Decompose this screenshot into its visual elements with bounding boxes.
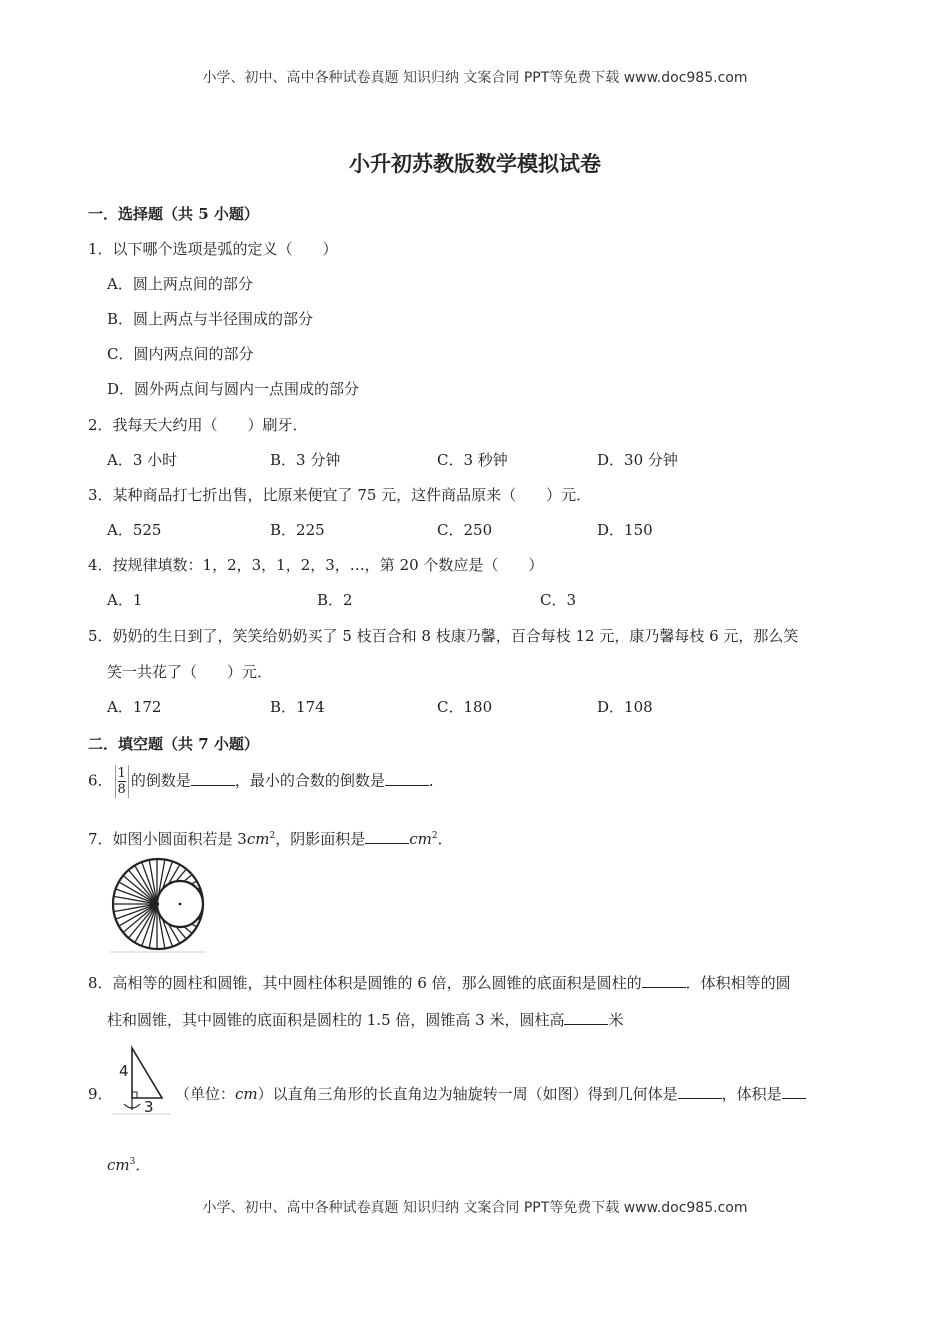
- q9-unit-volume: cm: [107, 1156, 130, 1174]
- q1-option-a: A．圆上两点间的部分: [107, 275, 253, 293]
- answer-blank-4[interactable]: [642, 973, 686, 988]
- q9-text-a: （单位：: [175, 1085, 236, 1103]
- answer-blank-5[interactable]: [564, 1010, 608, 1025]
- q4-option-b: B．2: [317, 591, 353, 609]
- q2-option-c: C．3 秒钟: [437, 451, 508, 469]
- answer-blank-7[interactable]: [782, 1084, 806, 1099]
- q9-unit: cm: [235, 1085, 258, 1103]
- question-9-text: [175, 1083, 806, 1104]
- q2-option-a: A．3 小时: [107, 451, 178, 469]
- q9-exponent: 3: [129, 1157, 136, 1167]
- fraction-denominator: 8: [117, 782, 126, 797]
- q7-text-a: 7．如图小圆面积若是 3: [88, 830, 247, 848]
- q2-option-d: D．30 分钟: [597, 451, 678, 469]
- answer-blank-3[interactable]: [365, 829, 409, 844]
- q6-end: ．: [428, 771, 444, 790]
- q8-line1-text-a: 8．高相等的圆柱和圆锥，其中圆柱体积是圆锥的 6 倍，那么圆锥的底面积是圆柱的: [88, 974, 642, 992]
- q7-exponent: 2: [269, 831, 276, 841]
- q1-option-c: C．圆内两点间的部分: [107, 345, 254, 363]
- question-6: [88, 765, 444, 798]
- q6-number: 6．: [88, 771, 113, 790]
- fraction-one-eighth: [115, 765, 129, 798]
- q9-triangle-figure: [110, 1040, 172, 1116]
- fraction-numerator: 1: [117, 766, 126, 781]
- q5-option-b: B．174: [270, 698, 325, 716]
- q7-circle-figure: [108, 856, 208, 954]
- section-choice-heading: 一．选择题（共 5 小题）: [88, 205, 259, 223]
- page-header: 小学、初中、高中各种试卷真题 知识归纳 文案合同 PPT等免费下载 www.doc985.com: [202, 70, 748, 86]
- q8-line1-text-b: ．体积相等的圆: [685, 974, 791, 992]
- question-1-stem: 1．以下哪个选项是弧的定义（ ）: [88, 240, 338, 258]
- q9-end: ．: [135, 1156, 151, 1174]
- question-2-stem: 2．我每天大约用（ ）刷牙．: [88, 416, 308, 434]
- leg-label-3: 3: [144, 1098, 154, 1116]
- question-3-stem: 3．某种商品打七折出售，比原来便宜了 75 元，这件商品原来（ ）元．: [88, 486, 592, 504]
- page-footer: 小学、初中、高中各种试卷真题 知识归纳 文案合同 PPT等免费下载 www.doc985.com: [202, 1200, 748, 1216]
- q5-option-a: A．172: [107, 698, 162, 716]
- q7-text-b: ，阴影面积是: [275, 830, 366, 848]
- q9-volume-unit: [107, 1154, 150, 1175]
- q1-option-b: B．圆上两点与半径围成的部分: [107, 310, 314, 328]
- q9-number: 9．: [88, 1085, 113, 1103]
- q4-option-a: A．1: [107, 591, 143, 609]
- question-5-stem-line1: 5．奶奶的生日到了，笑笑给奶奶买了 5 枝百合和 8 枝康乃馨，百合每枝 12 元，康乃馨每枝 6 元，那么笑: [88, 627, 799, 645]
- question-8-line2: [107, 1009, 624, 1030]
- q3-option-d: D．150: [597, 521, 653, 539]
- q6-text-b: ，最小的合数的倒数是: [234, 771, 385, 790]
- q7-unit-answer: cm: [409, 830, 432, 848]
- q9-text-b: ）以直角三角形的长直角边为轴旋转一周（如图）得到几何体是: [257, 1085, 678, 1103]
- answer-blank-1[interactable]: [191, 771, 235, 786]
- answer-blank-2[interactable]: [385, 771, 429, 786]
- question-7: [88, 828, 453, 849]
- q4-option-c: C．3: [540, 591, 577, 609]
- inner-center: [179, 903, 182, 906]
- right-triangle: [132, 1048, 162, 1098]
- page-title: 小升初苏教版数学模拟试卷: [349, 151, 601, 176]
- q9-text-c: ，体积是: [721, 1085, 782, 1103]
- question-4-stem: 4．按规律填数：1，2，3，1，2，3，…，第 20 个数应是（ ）: [88, 556, 544, 574]
- q8-line2-text-a: 柱和圆锥，其中圆锥的底面积是圆柱的 1.5 倍，圆锥高 3 米，圆柱高: [107, 1011, 565, 1029]
- q7-unit: cm: [246, 830, 270, 848]
- answer-blank-6[interactable]: [678, 1084, 722, 1099]
- q8-line2-text-b: 米: [608, 1011, 624, 1029]
- q7-end: ．: [437, 830, 453, 848]
- tangent-point: [155, 902, 159, 906]
- q3-option-c: C．250: [437, 521, 493, 539]
- q5-option-c: C．180: [437, 698, 493, 716]
- section-fill-heading: 二．填空题（共 7 小题）: [88, 735, 259, 753]
- q3-option-a: A．525: [107, 521, 162, 539]
- q3-option-b: B．225: [270, 521, 325, 539]
- q7-exponent-answer: 2: [431, 831, 438, 841]
- q1-option-d: D．圆外两点间与圆内一点围成的部分: [107, 380, 360, 398]
- q5-option-d: D．108: [597, 698, 653, 716]
- question-5-stem-line2: 笑一共花了（ ）元．: [107, 663, 273, 681]
- q2-option-b: B．3 分钟: [270, 451, 341, 469]
- question-8-line1: [88, 972, 791, 993]
- leg-label-4: 4: [119, 1062, 129, 1080]
- q6-text-a: 的倒数是: [130, 771, 191, 790]
